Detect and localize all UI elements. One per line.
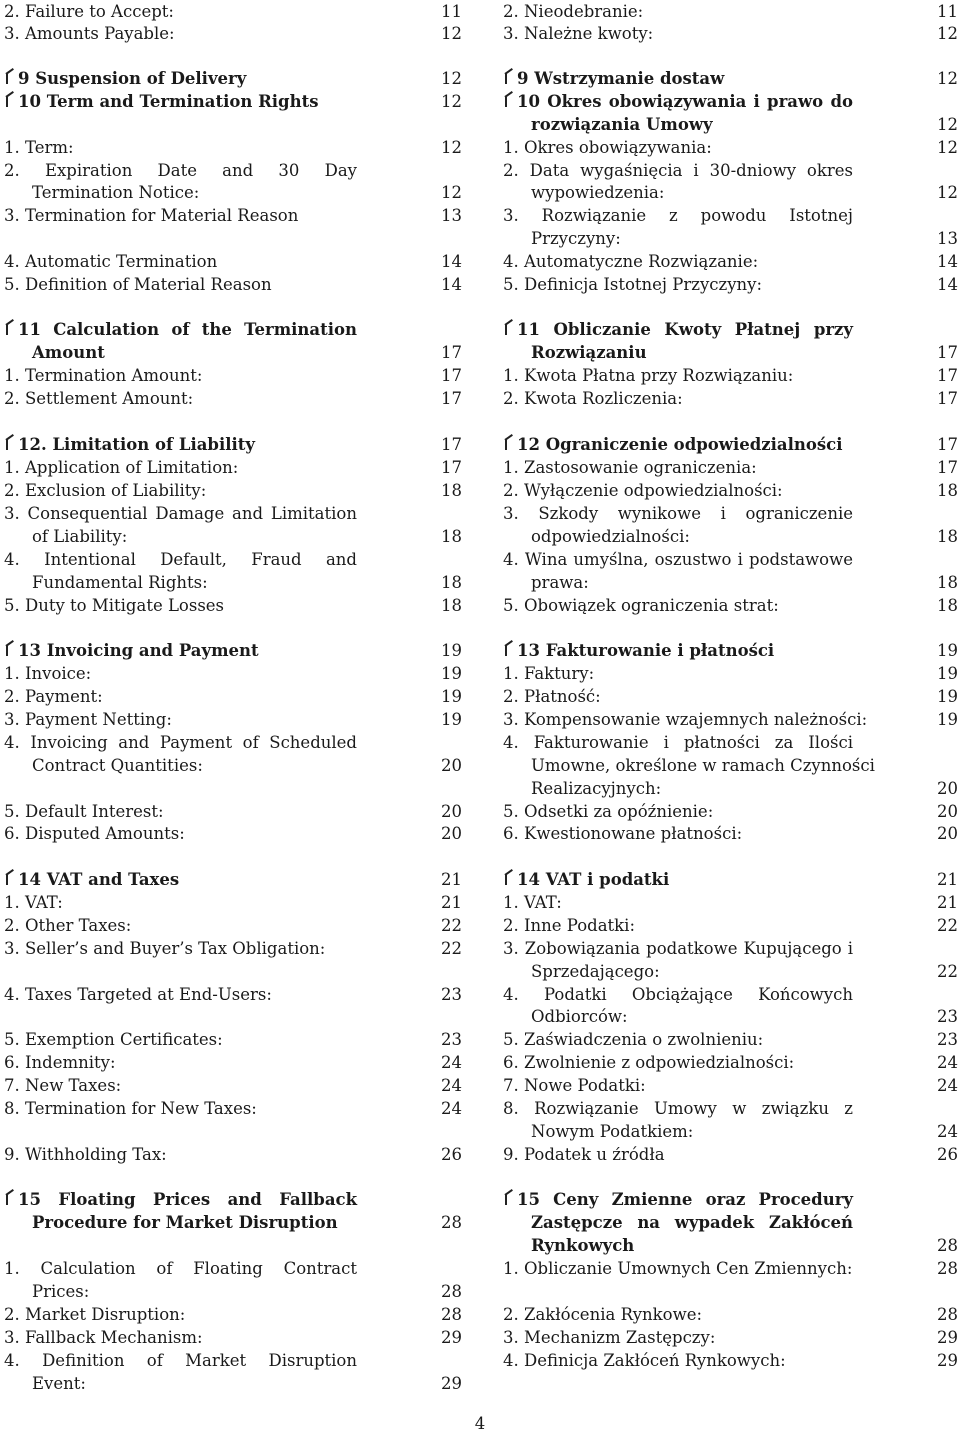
toc-page-number: 12 [441, 24, 462, 43]
checkmark-icon [4, 94, 18, 109]
toc-entry-text: 3. Mechanizm Zastępczy: [503, 1328, 716, 1347]
toc-entry-text: 7. Nowe Podatki: [503, 1076, 646, 1095]
toc-page-number: 12 [937, 115, 958, 134]
checkmark-icon [4, 71, 18, 86]
toc-page-number: 13 [937, 229, 958, 248]
toc-entry-text: 6. Kwestionowane płatności: [503, 824, 743, 843]
toc-entry-text: 3. Należne kwoty: [503, 24, 654, 43]
toc-entry-text: 8. Rozwiązanie Umowy w związku z [503, 1099, 853, 1118]
english-toc-line [4, 594, 462, 617]
toc-page-number: 12 [441, 69, 462, 88]
checkmark-icon [4, 322, 18, 337]
toc-page-number: 19 [441, 664, 462, 683]
toc-page-number: 17 [937, 458, 958, 477]
toc-entry-text: 1. Termination Amount: [4, 366, 203, 385]
english-toc-line [4, 914, 462, 937]
checkmark-icon [4, 1192, 18, 1207]
toc-entry-text: 2. Kwota Rozliczenia: [503, 389, 683, 408]
english-toc-line [4, 341, 462, 364]
toc-entry-text: Umowne, określone w ramach Czynności [531, 756, 875, 775]
polish-toc-line [503, 1188, 958, 1211]
toc-page-number: 23 [937, 1007, 958, 1026]
toc-entry-text: 4. Wina umyślna, oszustwo i podstawowe [503, 550, 853, 569]
english-toc-line [4, 1188, 462, 1211]
toc-section-heading: 9 Suspension of Delivery [18, 69, 247, 88]
polish-toc-line [503, 1051, 958, 1074]
english-toc-line [4, 1280, 462, 1303]
polish-toc-line [503, 639, 958, 662]
toc-entry-text: 2. Market Disruption: [4, 1305, 186, 1324]
toc-page-number: 11 [937, 2, 958, 21]
english-toc-line [4, 204, 462, 227]
toc-page-number: 14 [937, 252, 958, 271]
toc-entry-text: Realizacyjnych: [531, 779, 662, 798]
toc-page-number: 20 [937, 824, 958, 843]
toc-entry-text: 6. Disputed Amounts: [4, 824, 185, 843]
polish-toc-line [503, 754, 958, 777]
toc-entry-text: 5. Odsetki za opóźnienie: [503, 802, 714, 821]
polish-toc-line [503, 1120, 958, 1143]
toc-entry-text: 6. Zwolnienie z odpowiedzialności: [503, 1053, 795, 1072]
checkmark-icon [503, 322, 517, 337]
toc-section-heading: Rozwiązaniu [531, 343, 647, 362]
toc-entry-text: 2. Płatność: [503, 687, 601, 706]
polish-toc-line [503, 891, 958, 914]
english-toc-line [4, 800, 462, 823]
toc-page-number: 13 [441, 206, 462, 225]
polish-toc-line [503, 1303, 958, 1326]
polish-toc-line [503, 341, 958, 364]
english-toc-line [4, 364, 462, 387]
toc-page-number: 12 [441, 138, 462, 157]
toc-page-number: 21 [937, 870, 958, 889]
polish-toc-line [503, 273, 958, 296]
toc-page-number: 24 [441, 1099, 462, 1118]
english-toc-line [4, 525, 462, 548]
english-toc-line [4, 891, 462, 914]
toc-entry-text: 4. Fakturowanie i płatności za Ilości [503, 733, 853, 752]
english-toc-line [4, 1074, 462, 1097]
toc-entry-text: 5. Definition of Material Reason [4, 275, 272, 294]
polish-toc-line [503, 983, 958, 1006]
toc-page-number: 23 [937, 1030, 958, 1049]
checkmark-icon [503, 437, 517, 452]
toc-entry-text: Termination Notice: [32, 183, 200, 202]
toc-entry-text: 9. Podatek u źródła [503, 1145, 665, 1164]
checkmark-icon [503, 643, 517, 658]
english-toc-line [4, 433, 462, 456]
polish-toc-line [503, 708, 958, 731]
toc-entry-text: Contract Quantities: [32, 756, 203, 775]
toc-section-heading: rozwiązania Umowy [531, 115, 713, 134]
toc-page-number: 26 [441, 1145, 462, 1164]
english-toc-line [4, 181, 462, 204]
english-toc-line [4, 639, 462, 662]
toc-page-number: 21 [441, 893, 462, 912]
toc-page-number: 28 [441, 1213, 462, 1232]
page-number: 4 [474, 1414, 486, 1433]
toc-entry-text: Odbiorców: [531, 1007, 628, 1026]
checkmark-icon [503, 872, 517, 887]
toc-page-number: 17 [937, 435, 958, 454]
toc-entry-text: 5. Obowiązek ograniczenia strat: [503, 596, 779, 615]
toc-page-number: 20 [441, 824, 462, 843]
toc-entry-text: 2. Other Taxes: [4, 916, 132, 935]
toc-entry-text: 1. Obliczanie Umownych Cen Zmiennych: [503, 1259, 853, 1278]
polish-toc-line [503, 181, 958, 204]
polish-toc-line [503, 22, 958, 45]
polish-toc-line [503, 136, 958, 159]
polish-toc-line [503, 113, 958, 136]
toc-section-heading: 15 Floating Prices and Fallback [18, 1190, 357, 1209]
toc-entry-text: 3. Szkody wynikowe i ograniczenie [503, 504, 853, 523]
polish-toc-line [503, 1005, 958, 1028]
toc-page-number: 12 [441, 183, 462, 202]
polish-toc-line [503, 777, 958, 800]
english-toc-line [4, 136, 462, 159]
english-toc-line [4, 479, 462, 502]
toc-page-number: 29 [937, 1351, 958, 1370]
english-toc-line [4, 1303, 462, 1326]
toc-entry-text: 3. Termination for Material Reason [4, 206, 299, 225]
toc-page-number: 24 [937, 1122, 958, 1141]
polish-toc-line [503, 67, 958, 90]
toc-page-number: 18 [937, 596, 958, 615]
toc-entry-text: 4. Taxes Targeted at End-Users: [4, 985, 272, 1004]
toc-entry-text: 4. Definition of Market Disruption [4, 1351, 357, 1370]
english-toc-line [4, 937, 462, 960]
toc-entry-text: 1. VAT: [4, 893, 63, 912]
toc-page-number: 17 [441, 366, 462, 385]
toc-page-number: 17 [937, 389, 958, 408]
polish-toc-line [503, 227, 958, 250]
toc-entry-text: 5. Zaświadczenia o zwolnieniu: [503, 1030, 764, 1049]
toc-page-number: 20 [441, 756, 462, 775]
english-toc-line [4, 22, 462, 45]
toc-page-number: 18 [937, 573, 958, 592]
toc-entry-text: 2. Wyłączenie odpowiedzialności: [503, 481, 783, 500]
polish-toc-line [503, 250, 958, 273]
toc-entry-text: 6. Indemnity: [4, 1053, 116, 1072]
polish-toc-line [503, 525, 958, 548]
english-toc-line [4, 250, 462, 273]
polish-toc-line [503, 1097, 958, 1120]
toc-page-number: 18 [441, 596, 462, 615]
toc-page-number: 11 [441, 2, 462, 21]
toc-page-number: 22 [441, 939, 462, 958]
toc-section-heading: 14 VAT and Taxes [18, 870, 180, 889]
english-toc-line [4, 662, 462, 685]
english-toc-line [4, 822, 462, 845]
polish-toc-line [503, 387, 958, 410]
toc-entry-text: 1. Kwota Płatna przy Rozwiązaniu: [503, 366, 794, 385]
toc-page-number: 24 [937, 1053, 958, 1072]
checkmark-icon [4, 437, 18, 452]
toc-entry-text: 1. Faktury: [503, 664, 595, 683]
toc-page-number: 19 [937, 710, 958, 729]
toc-page-number: 14 [937, 275, 958, 294]
toc-page-number: 29 [937, 1328, 958, 1347]
toc-page-number: 12 [937, 138, 958, 157]
toc-page-number: 19 [441, 687, 462, 706]
toc-page-number: 20 [937, 779, 958, 798]
toc-entry-text: 8. Termination for New Taxes: [4, 1099, 257, 1118]
polish-toc-line [503, 1074, 958, 1097]
english-toc-line [4, 273, 462, 296]
polish-toc-line [503, 502, 958, 525]
toc-entry-text: Przyczyny: [531, 229, 621, 248]
english-toc-line [4, 318, 462, 341]
toc-page-number: 18 [441, 481, 462, 500]
toc-page-number: 24 [441, 1076, 462, 1095]
toc-page-number: 18 [937, 527, 958, 546]
toc-entry-text: 2. Zakłócenia Rynkowe: [503, 1305, 703, 1324]
polish-toc-line [503, 456, 958, 479]
toc-page-number: 14 [441, 252, 462, 271]
toc-entry-text: 2. Data wygaśnięcia i 30-dniowy okres [503, 161, 853, 180]
toc-page-number: 22 [441, 916, 462, 935]
polish-toc-line [503, 937, 958, 960]
toc-page-number: 17 [937, 343, 958, 362]
toc-entry-text: 5. Duty to Mitigate Losses [4, 596, 225, 615]
polish-toc-line [503, 1234, 958, 1257]
toc-section-heading: Amount [32, 343, 105, 362]
toc-entry-text: 3. Consequential Damage and Limitation [4, 504, 357, 523]
toc-section-heading: 9 Wstrzymanie dostaw [517, 69, 725, 88]
polish-toc-line [503, 868, 958, 891]
toc-page-number: 19 [937, 687, 958, 706]
toc-entry-text: Prices: [32, 1282, 90, 1301]
polish-toc-line [503, 1349, 958, 1372]
english-toc-line [4, 67, 462, 90]
toc-section-heading: Rynkowych [531, 1236, 635, 1255]
toc-entry-text: 3. Kompensowanie wzajemnych należności: [503, 710, 868, 729]
toc-entry-text: 2. Inne Podatki: [503, 916, 635, 935]
toc-entry-text: Nowym Podatkiem: [531, 1122, 694, 1141]
toc-page-number: 19 [441, 710, 462, 729]
polish-toc-line [503, 662, 958, 685]
toc-entry-text: prawa: [531, 573, 589, 592]
toc-page-number: 12 [937, 183, 958, 202]
english-toc-line [4, 1257, 462, 1280]
toc-entry-text: 4. Invoicing and Payment of Scheduled [4, 733, 357, 752]
toc-entry-text: 5. Definicja Istotnej Przyczyny: [503, 275, 763, 294]
english-toc-line [4, 456, 462, 479]
toc-page-number: 29 [441, 1328, 462, 1347]
english-toc-line [4, 983, 462, 1006]
toc-section-heading: 14 VAT i podatki [517, 870, 670, 889]
toc-page-number: 12 [937, 24, 958, 43]
toc-entry-text: Event: [32, 1374, 86, 1393]
english-toc-line [4, 548, 462, 571]
polish-toc-line [503, 685, 958, 708]
checkmark-icon [4, 643, 18, 658]
checkmark-icon [503, 1192, 517, 1207]
toc-section-heading: 13 Fakturowanie i płatności [517, 641, 775, 660]
polish-toc-line [503, 1143, 958, 1166]
polish-toc-line [503, 1257, 958, 1280]
polish-toc-line [503, 800, 958, 823]
toc-entry-text: 3. Payment Netting: [4, 710, 172, 729]
toc-page-number: 28 [937, 1236, 958, 1255]
toc-entry-text: Sprzedającego: [531, 962, 660, 981]
toc-section-heading: Zastępcze na wypadek Zakłóceń [531, 1213, 853, 1232]
toc-entry-text: 7. New Taxes: [4, 1076, 122, 1095]
english-toc-line [4, 571, 462, 594]
english-toc-line [4, 708, 462, 731]
toc-section-heading: 12 Ograniczenie odpowiedzialności [517, 435, 843, 454]
toc-entry-text: 1. VAT: [503, 893, 562, 912]
english-toc-line [4, 0, 462, 23]
toc-page-number: 12 [937, 69, 958, 88]
toc-page-number: 12 [441, 92, 462, 111]
polish-toc-line [503, 571, 958, 594]
english-toc-line [4, 731, 462, 754]
toc-page-number: 17 [441, 458, 462, 477]
toc-page-number: 19 [937, 664, 958, 683]
toc-page-number: 18 [441, 527, 462, 546]
toc-entry-text: 2. Failure to Accept: [4, 2, 174, 21]
polish-toc-line [503, 594, 958, 617]
toc-entry-text: 3. Zobowiązania podatkowe Kupującego i [503, 939, 853, 958]
toc-entry-text: 3. Fallback Mechanism: [4, 1328, 203, 1347]
toc-page-number: 17 [937, 366, 958, 385]
toc-page-number: 23 [441, 985, 462, 1004]
toc-entry-text: 2. Nieodebranie: [503, 2, 644, 21]
toc-page-number: 18 [441, 573, 462, 592]
english-toc-line [4, 868, 462, 891]
polish-toc-line [503, 960, 958, 983]
toc-entry-text: 3. Seller’s and Buyer’s Tax Obligation: [4, 939, 326, 958]
polish-toc-line [503, 822, 958, 845]
polish-toc-line [503, 1211, 958, 1234]
toc-entry-text: 1. Zastosowanie ograniczenia: [503, 458, 757, 477]
toc-page-number: 19 [937, 641, 958, 660]
toc-entry-text: 1. Calculation of Floating Contract [4, 1259, 357, 1278]
toc-entry-text: 2. Expiration Date and 30 Day [4, 161, 357, 180]
toc-entry-text: 3. Rozwiązanie z powodu Istotnej [503, 206, 853, 225]
toc-entry-text: 1. Okres obowiązywania: [503, 138, 712, 157]
checkmark-icon [503, 71, 517, 86]
toc-section-heading: 10 Term and Termination Rights [18, 92, 319, 111]
toc-entry-text: 5. Default Interest: [4, 802, 164, 821]
english-toc-line [4, 159, 462, 182]
polish-toc-line [503, 159, 958, 182]
toc-page-number: 24 [937, 1076, 958, 1095]
toc-entry-text: 4. Definicja Zakłóceń Rynkowych: [503, 1351, 786, 1370]
toc-section-heading: 10 Okres obowiązywania i prawo do [517, 92, 853, 111]
toc-section-heading: 11 Obliczanie Kwoty Płatnej przy [517, 320, 853, 339]
toc-page-number: 22 [937, 916, 958, 935]
toc-page-number: 17 [441, 389, 462, 408]
english-toc-line [4, 1097, 462, 1120]
toc-page-number: 22 [937, 962, 958, 981]
english-toc-line [4, 1349, 462, 1372]
polish-toc-line [503, 1326, 958, 1349]
toc-entry-text: 1. Invoice: [4, 664, 92, 683]
toc-entry-text: 9. Withholding Tax: [4, 1145, 167, 1164]
toc-page-number: 21 [937, 893, 958, 912]
toc-page-number: 20 [441, 802, 462, 821]
toc-page-number: 14 [441, 275, 462, 294]
toc-section-heading: 12. Limitation of Liability [18, 435, 255, 454]
toc-entry-text: 4. Podatki Obciążające Końcowych [503, 985, 853, 1004]
checkmark-icon [503, 94, 517, 109]
toc-entry-text: 2. Exclusion of Liability: [4, 481, 207, 500]
toc-page-number: 29 [441, 1374, 462, 1393]
toc-entry-text: 1. Application of Limitation: [4, 458, 239, 477]
english-toc-line [4, 387, 462, 410]
toc-entry-text: of Liability: [32, 527, 128, 546]
english-toc-line [4, 90, 462, 113]
polish-toc-line [503, 914, 958, 937]
toc-page-number: 28 [937, 1259, 958, 1278]
english-toc-line [4, 754, 462, 777]
toc-page-number: 20 [937, 802, 958, 821]
toc-entry-text: wypowiedzenia: [531, 183, 665, 202]
polish-toc-line [503, 90, 958, 113]
polish-toc-line [503, 1028, 958, 1051]
polish-toc-line [503, 433, 958, 456]
toc-page-number: 28 [441, 1282, 462, 1301]
toc-section-heading: 11 Calculation of the Termination [18, 320, 357, 339]
toc-page-number: 17 [441, 343, 462, 362]
english-toc-line [4, 1326, 462, 1349]
english-toc-line [4, 1143, 462, 1166]
toc-entry-text: Fundamental Rights: [32, 573, 208, 592]
toc-entry-text: 4. Automatyczne Rozwiązanie: [503, 252, 759, 271]
toc-entry-text: 5. Exemption Certificates: [4, 1030, 223, 1049]
toc-entry-text: 3. Amounts Payable: [4, 24, 175, 43]
polish-toc-line [503, 204, 958, 227]
checkmark-icon [4, 872, 18, 887]
toc-entry-text: 2. Settlement Amount: [4, 389, 194, 408]
toc-entry-text: 4. Automatic Termination [4, 252, 218, 271]
english-toc-line [4, 685, 462, 708]
toc-page-number: 28 [441, 1305, 462, 1324]
toc-section-heading: 13 Invoicing and Payment [18, 641, 259, 660]
toc-section-heading: 15 Ceny Zmienne oraz Procedury [517, 1190, 853, 1209]
toc-page-number: 18 [937, 481, 958, 500]
toc-page-number: 17 [441, 435, 462, 454]
toc-entry-text: 2. Payment: [4, 687, 103, 706]
polish-toc-line [503, 548, 958, 571]
english-toc-line [4, 1051, 462, 1074]
polish-toc-line [503, 479, 958, 502]
english-toc-line [4, 1028, 462, 1051]
english-toc-line [4, 502, 462, 525]
toc-page-number: 23 [441, 1030, 462, 1049]
toc-entry-text: 1. Term: [4, 138, 74, 157]
polish-toc-line [503, 364, 958, 387]
toc-page-number: 21 [441, 870, 462, 889]
polish-toc-line [503, 0, 958, 23]
toc-entry-text: odpowiedzialności: [531, 527, 690, 546]
toc-entry-text: 4. Intentional Default, Fraud and [4, 550, 357, 569]
polish-toc-line [503, 731, 958, 754]
toc-section-heading: Procedure for Market Disruption [32, 1213, 338, 1232]
english-toc-line [4, 1211, 462, 1234]
toc-page-number: 26 [937, 1145, 958, 1164]
english-toc-line [4, 1372, 462, 1395]
toc-page-number: 19 [441, 641, 462, 660]
polish-toc-line [503, 318, 958, 341]
toc-page-number: 28 [937, 1305, 958, 1324]
toc-page-number: 24 [441, 1053, 462, 1072]
